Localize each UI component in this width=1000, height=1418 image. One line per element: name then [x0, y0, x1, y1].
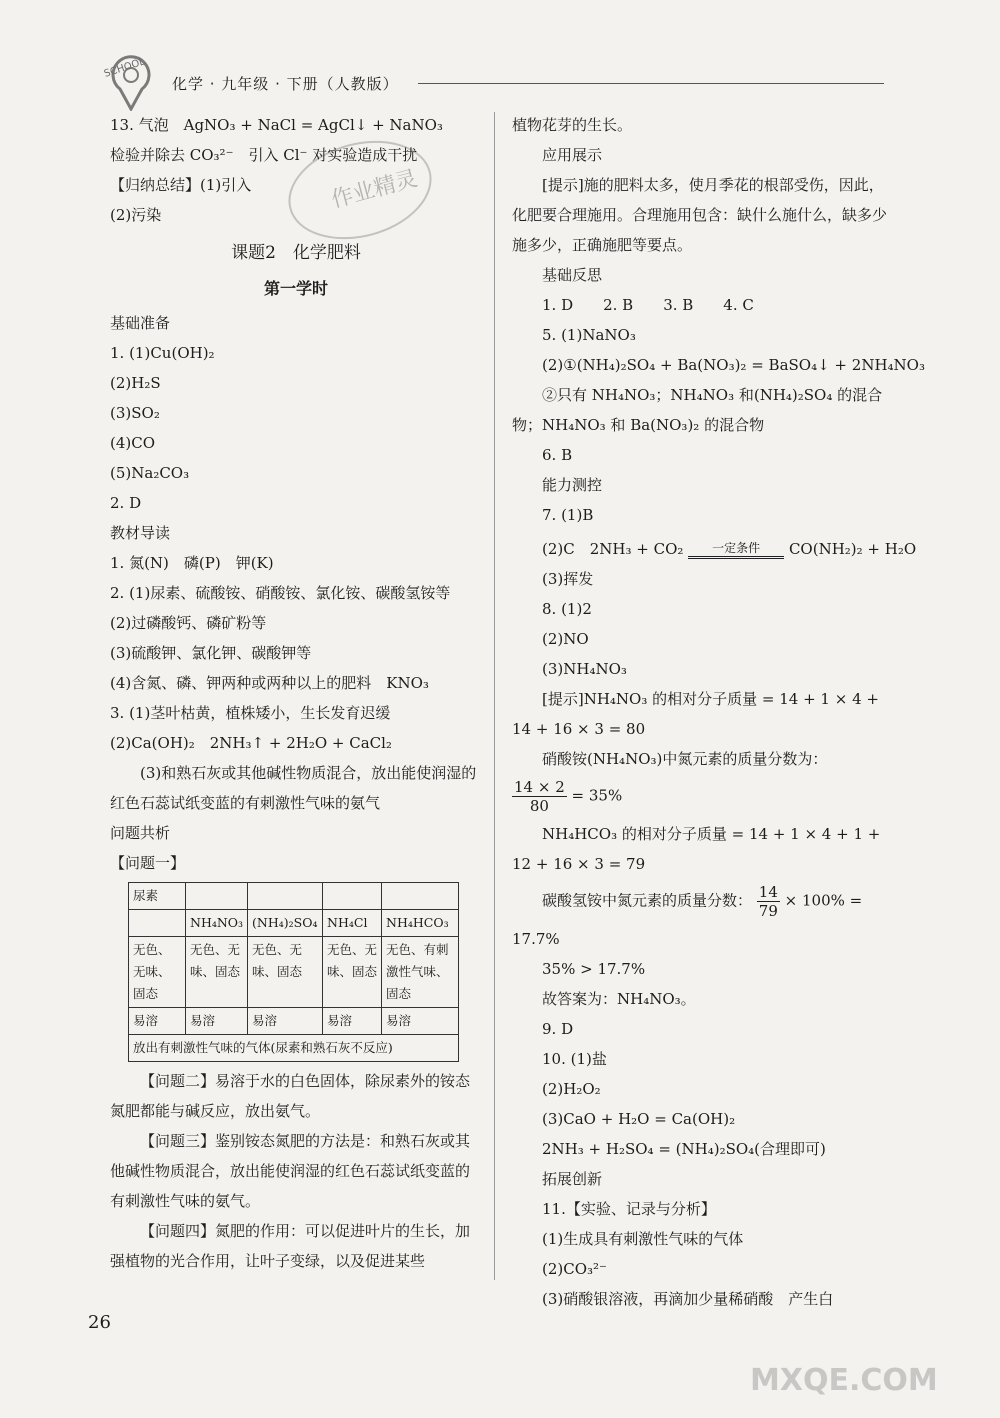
reflection-5-1: 5. (1)NaNO₃ [542, 326, 636, 344]
ability-10-2: (2)H₂O₂ [542, 1080, 601, 1098]
fraction-2-denominator: 79 [758, 902, 778, 920]
reflection-5-2: (2)①(NH₄)₂SO₄ + Ba(NO₃)₂ = BaSO₄↓ + 2NH₄NO₃ [542, 356, 925, 374]
table-row [129, 1035, 459, 1062]
guide-1: 1. 氮(N) 磷(P) 钾(K) [110, 554, 274, 572]
ability-8-answer: 故答案为：NH₄NO₃。 [542, 990, 696, 1008]
extension-11-3: (3)硝酸银溶液，再滴加少量稀硝酸 产生白 [542, 1290, 834, 1308]
page-number: 26 [88, 1312, 111, 1333]
summary-2: (2)污染 [110, 206, 162, 224]
answer-1-3: (3)SO₂ [110, 404, 160, 422]
table-cell: NH₄NO₃ [186, 910, 248, 937]
fraction-1-result: = 35% [571, 786, 623, 805]
table-cell: 无色、无味、固态 [248, 937, 323, 1008]
guide-2-2: (2)过磷酸钙、磷矿粉等 [110, 614, 267, 632]
answer-1-1: 1. (1)Cu(OH)₂ [110, 344, 215, 362]
section-textbook-guide: 教材导读 [110, 524, 171, 542]
page-header [100, 55, 890, 105]
table-row [129, 883, 459, 910]
guide-3-3: (3)和熟石灰或其他碱性物质混合，放出能使润湿的红色石蕊试纸变蓝的有刺激性气味的氨气 [110, 764, 477, 812]
table-cell: 尿素 [129, 883, 186, 910]
fraction-1 [512, 778, 567, 815]
table-cell: 易溶 [129, 1008, 186, 1035]
section-extension: 拓展创新 [542, 1170, 603, 1188]
table-cell [382, 883, 459, 910]
ability-7-2 [512, 530, 917, 564]
problem-4: 【问题四】氮肥的作用：可以促进叶片的生长，加强植物的光合作用，让叶子变绿，以及促进某些 [110, 1222, 471, 1270]
table-cell: 无色、无味、固态 [186, 937, 248, 1008]
fraction-2-result: × 100% = [784, 891, 863, 910]
reflection-1-4: 1. D 2. B 3. B 4. C [542, 296, 754, 314]
school-logo-icon [100, 55, 162, 111]
equation-right: CO(NH₂)₂ + H₂O [788, 540, 917, 558]
section-ability-test: 能力测控 [542, 476, 603, 494]
guide-2-3: (3)硫酸钾、氯化钾、碳酸钾等 [110, 644, 312, 662]
lesson-hour: 第一学时 [263, 279, 328, 298]
ability-8-hco3-fraction-label: 碳酸氢铵中氮元素的质量分数： [542, 891, 753, 910]
left-column [110, 110, 482, 1276]
reaction-condition [688, 542, 784, 559]
fraction-1-denominator: 80 [529, 797, 549, 815]
ability-9: 9. D [542, 1020, 574, 1038]
ability-7-1: 7. (1)B [542, 506, 594, 524]
guide-2-1: 2. (1)尿素、硫酸铵、硝酸铵、氯化铵、碳酸氢铵等 [110, 584, 451, 602]
table-cell: NH₄Cl [323, 910, 382, 937]
fertilizer-table [128, 882, 459, 1062]
stamp-text: 作业精灵 [328, 166, 421, 214]
table-cell [186, 883, 248, 910]
table-cell: NH₄HCO₃ [382, 910, 459, 937]
site-watermark [740, 1328, 980, 1408]
answer-2: 2. D [110, 494, 142, 512]
guide-2-4: (4)含氮、磷、钾两种或两种以上的肥料 KNO₃ [110, 674, 429, 692]
fraction-1-numerator: 14 × 2 [514, 778, 565, 796]
answer-1-4: (4)CO [110, 434, 156, 452]
table-cell: 放出有刺激性气味的气体(尿素和熟石灰不反应) [129, 1035, 459, 1062]
extension-11-2: (2)CO₃²⁻ [542, 1260, 607, 1278]
equals-bar [688, 556, 784, 559]
lesson-title: 课题2 化学肥料 [231, 243, 361, 263]
header-rule [418, 83, 884, 84]
table-cell [129, 910, 186, 937]
ability-8-hint: [提示]NH₄NO₃ 的相对分子质量 = 14 + 1 × 4 + 14 + 16 × 3 = 80 [512, 690, 879, 738]
problem-3: 【问题三】鉴别铵态氮肥的方法是：和熟石灰或其他碱性物质混合，放出能使润湿的红色石蕊试纸变蓝的有刺激性气味的氨气。 [110, 1132, 471, 1210]
fraction-2 [757, 883, 780, 920]
ability-8-1: 8. (1)2 [542, 600, 592, 618]
table-row [129, 1008, 459, 1035]
ability-8-2: (2)NO [542, 630, 589, 648]
problem-2: 【问题二】易溶于水的白色固体，除尿素外的铵态氮肥都能与碱反应，放出氨气。 [110, 1072, 471, 1120]
equation-left: (2)C 2NH₃ + CO₂ [542, 540, 684, 558]
extension-11-1: (1)生成具有刺激性气味的气体 [542, 1230, 744, 1248]
problem-4-continued: 植物花芽的生长。 [512, 116, 633, 134]
ability-10-1: 10. (1)盐 [542, 1050, 607, 1068]
fraction-line-1 [512, 774, 890, 819]
watermark-text: MXQE.COM [750, 1363, 938, 1398]
extension-11: 11.【实验、记录与分析】 [542, 1200, 716, 1218]
section-basic-prep: 基础准备 [110, 314, 171, 332]
application-hint: [提示]施的肥料太多，使月季花的根部受伤，因此，化肥要合理施用。合理施用包含：缺什么施什么，缺多少施多少，正确施肥等要点。 [512, 176, 888, 254]
answer-1-5: (5)Na₂CO₃ [110, 464, 190, 482]
column-divider [494, 112, 495, 1280]
ability-8-nh4hco3: NH₄HCO₃ 的相对分子质量 = 14 + 1 × 4 + 1 + 12 + 16 × 3 = 79 [512, 825, 881, 873]
answer-13: 13. 气泡 AgNO₃ + NaCl = AgCl↓ + NaNO₃ [110, 116, 443, 134]
right-column [512, 110, 925, 1314]
logo-text: SCHOOL [102, 56, 147, 80]
condition-text: 一定条件 [712, 540, 761, 555]
fraction-2-numerator: 14 [758, 883, 778, 901]
table-cell: (NH₄)₂SO₄ [248, 910, 323, 937]
table-row [129, 937, 459, 1008]
table-row [129, 910, 459, 937]
ability-7-3: (3)挥发 [542, 570, 594, 588]
answer-1-2: (2)H₂S [110, 374, 161, 392]
table-cell: 易溶 [323, 1008, 382, 1035]
table-cell: 易溶 [248, 1008, 323, 1035]
fraction-line-2 [512, 879, 890, 924]
ability-10-4: 2NH₃ + H₂SO₄ = (NH₄)₂SO₄(合理即可) [542, 1140, 826, 1158]
ability-8-compare: 35% > 17.7% [542, 960, 646, 978]
table-cell: 易溶 [382, 1008, 459, 1035]
guide-3-1: 3. (1)茎叶枯黄，植株矮小，生长发育迟缓 [110, 704, 391, 722]
section-basic-reflection: 基础反思 [542, 266, 603, 284]
header-title: 化学 · 九年级 · 下册（人教版） [172, 75, 399, 93]
section-problem-analysis: 问题共析 [110, 824, 171, 842]
ability-8-result: 17.7% [512, 930, 560, 948]
table-cell: 无色、无味、固态 [129, 937, 186, 1008]
table-cell: 易溶 [186, 1008, 248, 1035]
table-cell [248, 883, 323, 910]
ability-10-3: (3)CaO + H₂O = Ca(OH)₂ [542, 1110, 736, 1128]
reflection-6: 6. B [542, 446, 573, 464]
ability-8-3: (3)NH₄NO₃ [542, 660, 627, 678]
guide-3-2: (2)Ca(OH)₂ 2NH₃↑ + 2H₂O + CaCl₂ [110, 734, 392, 752]
ability-8-mass-fraction: 硝酸铵(NH₄NO₃)中氮元素的质量分数为： [542, 750, 828, 768]
problem-1-label: 【问题一】 [110, 854, 186, 872]
answer-13-detail: 检验并除去 CO₃²⁻ 引入 Cl⁻ 对实验造成干扰 [110, 146, 418, 164]
table-cell [323, 883, 382, 910]
table-cell: 无色、无味、固态 [323, 937, 382, 1008]
reflection-5-3: ②只有 NH₄NO₃；NH₄NO₃ 和(NH₄)₂SO₄ 的混合物；NH₄NO₃ 和 Ba(NO₃)₂ 的混合物 [512, 386, 883, 434]
table-cell: 无色、有刺激性气味、固态 [382, 937, 459, 1008]
summary-1: 【归纳总结】(1)引入 [110, 176, 252, 194]
section-application: 应用展示 [542, 146, 603, 164]
